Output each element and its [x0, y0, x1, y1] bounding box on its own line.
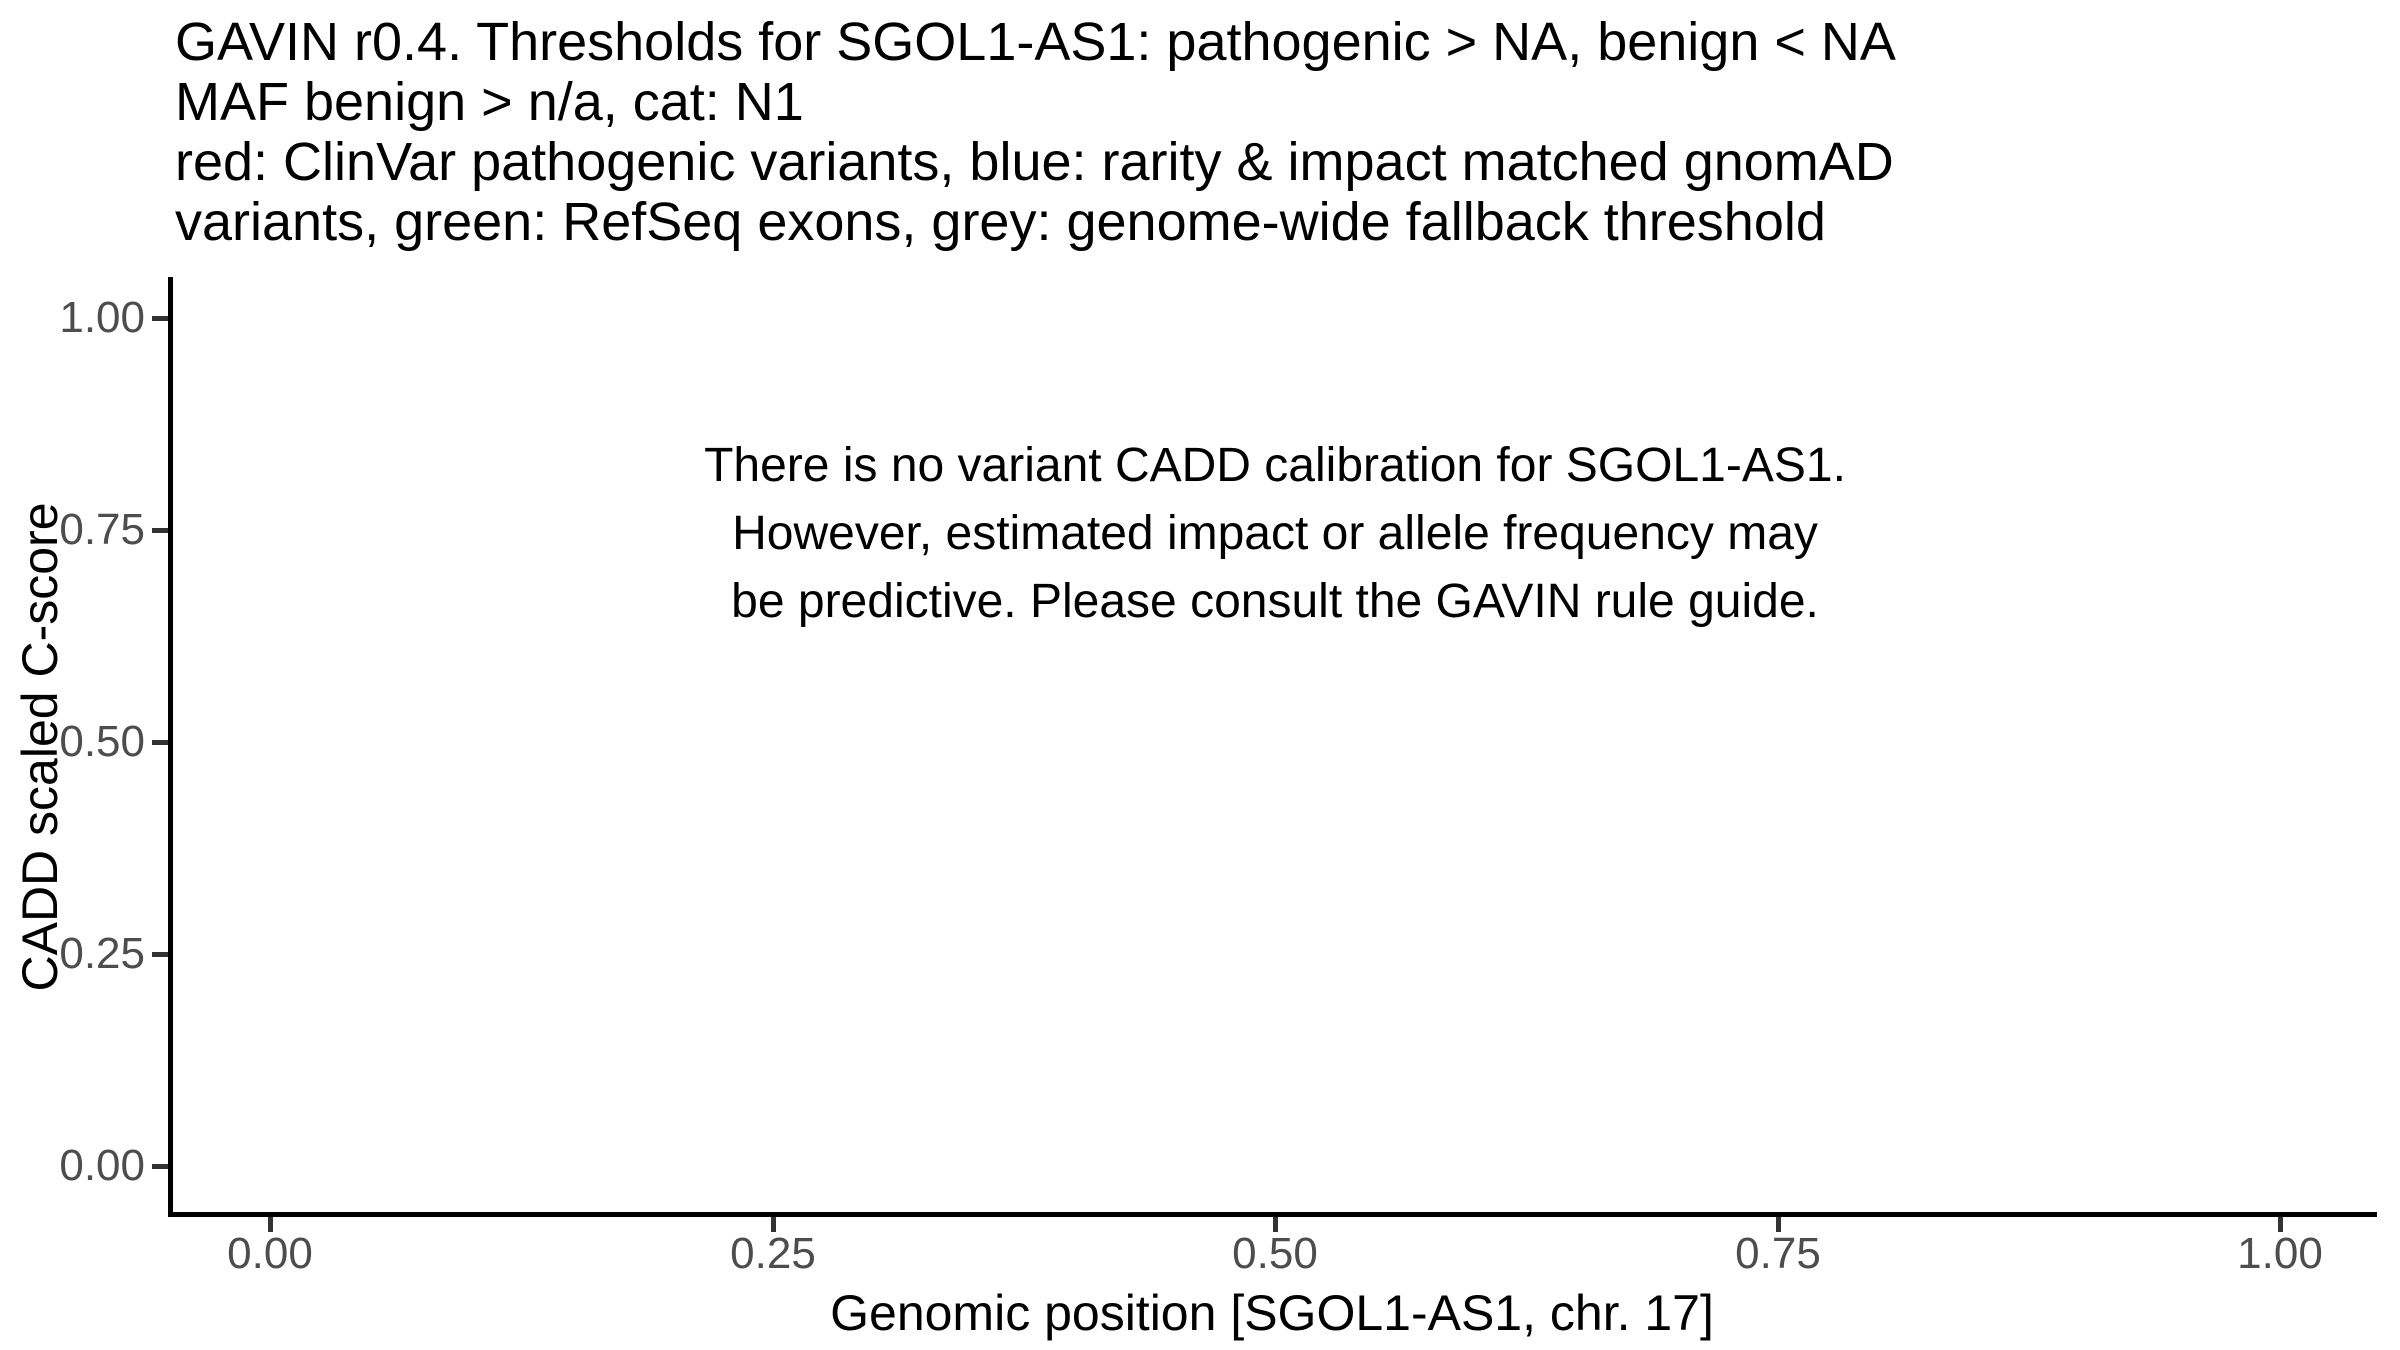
x-tick-label: 0.75	[1735, 1229, 1821, 1278]
plot-title	[175, 12, 1896, 252]
x-tick-label: 0.00	[227, 1229, 313, 1278]
y-tick-label: 0.75	[59, 505, 145, 554]
no-calibration-annotation	[704, 432, 1846, 636]
plot-title-line-1: GAVIN r0.4. Thresholds for SGOL1-AS1: pathogenic > NA, benign < NA	[175, 12, 1896, 72]
y-tick-label: 0.25	[59, 929, 145, 978]
annotation-line-3: be predictive. Please consult the GAVIN rule guide.	[731, 575, 1819, 628]
plot-title-line-4: variants, green: RefSeq exons, grey: genome-wide fallback threshold	[175, 192, 1826, 252]
y-tick-mark	[152, 952, 168, 957]
plot-title-line-3: red: ClinVar pathogenic variants, blue: rarity & impact matched gnomAD	[175, 132, 1894, 192]
plot-panel	[173, 277, 2377, 1212]
y-axis-title: CADD scaled C-score	[12, 502, 68, 992]
annotation-line-1: There is no variant CADD calibration for SGOL1-AS1.	[704, 439, 1846, 492]
y-tick-mark	[152, 528, 168, 533]
y-tick-label: 1.00	[59, 293, 145, 342]
y-tick-label: 0.50	[59, 717, 145, 766]
y-tick-mark	[152, 1164, 168, 1169]
y-axis-line	[168, 277, 173, 1217]
y-tick-mark	[152, 316, 168, 321]
annotation-line-2: However, estimated impact or allele frequency may	[732, 507, 1818, 560]
x-tick-label: 0.50	[1232, 1229, 1318, 1278]
x-axis-title: Genomic position [SGOL1-AS1, chr. 17]	[830, 1285, 1714, 1341]
y-tick-mark	[152, 740, 168, 745]
x-tick-label: 0.25	[730, 1229, 816, 1278]
y-tick-label: 0.00	[59, 1141, 145, 1190]
plot-title-line-2: MAF benign > n/a, cat: N1	[175, 72, 804, 132]
x-tick-label: 1.00	[2237, 1229, 2323, 1278]
